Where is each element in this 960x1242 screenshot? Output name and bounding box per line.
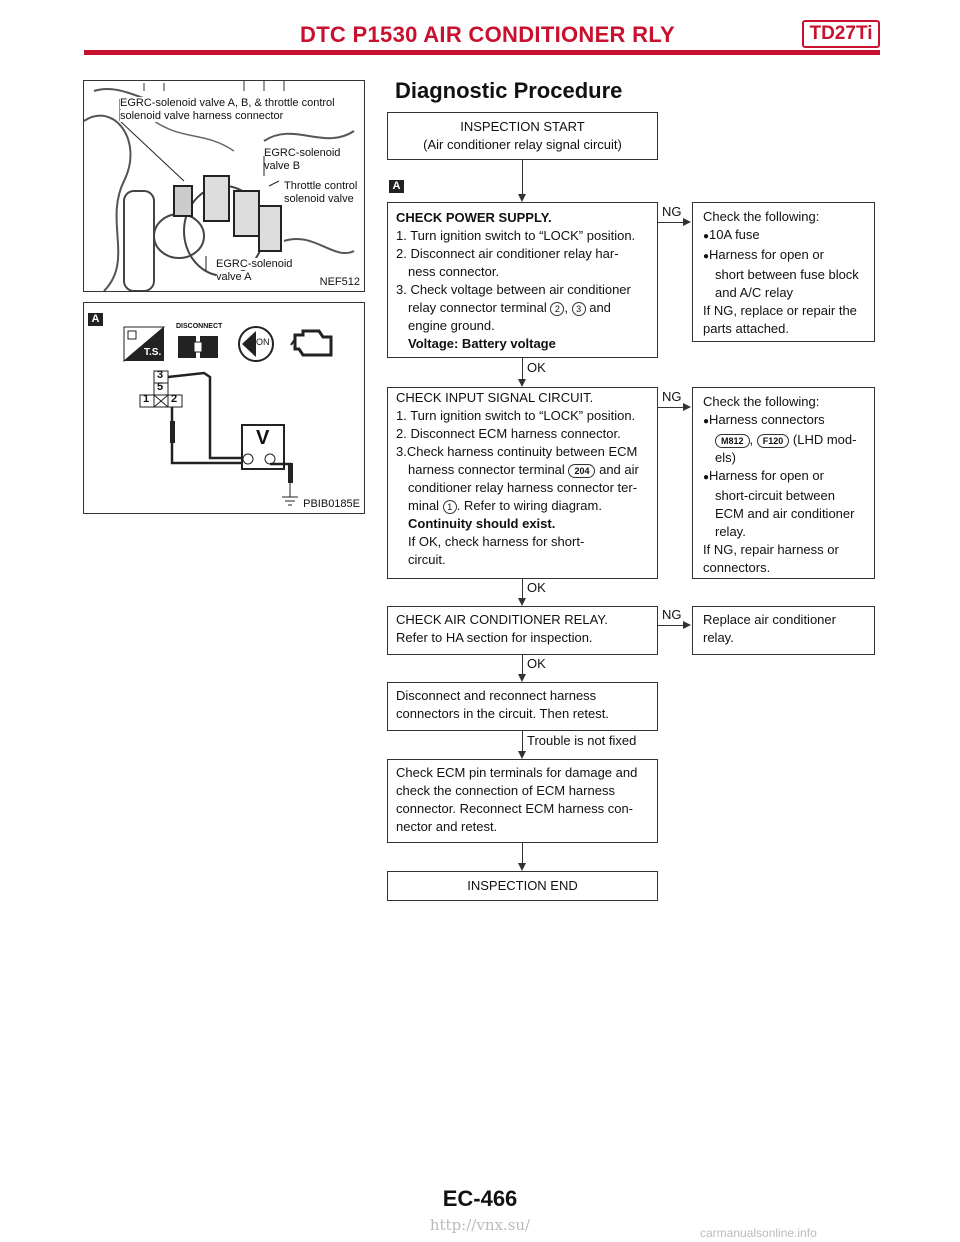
procedure-badge: A [389,180,404,193]
result2-line: (LHD mod- [792,432,857,447]
arrow-right-icon [683,621,691,629]
step1-line: relay connector terminal [408,300,547,315]
connector-line [658,222,683,223]
step2-line: 3.Check harness continuity between ECM [396,444,638,459]
terminal-2: 2 [171,393,178,405]
step2-line: . Refer to wiring diagram. [456,498,602,513]
step2-line: minal [408,498,440,513]
start-line-2: (Air conditioner relay signal circuit) [423,137,622,152]
arrow-right-icon [683,218,691,226]
check-power-supply-box: CHECK POWER SUPPLY. 1. Turn ignition switch to “LOCK” position. 2. Disconnect air conditioner relay har- ness connector. 3. Check voltage between air conditioner relay connector terminal 2 , 3 and engine ground. Voltage: Battery voltage [387,202,658,358]
ok-label: OK [527,656,546,671]
step3-title: CHECK AIR CONDITIONER RELAY. [396,612,608,627]
terminal-pin-icon: 3 [572,302,586,316]
ok-label: OK [527,580,546,595]
arrow-down-icon [518,194,526,202]
result2-line: els) [715,450,736,465]
ecm-terminal-icon: 204 [568,464,595,478]
voltage-check-figure [83,302,365,514]
result2-line: Check the following: [703,394,820,409]
disconnect-icon-label: DISCONNECT [176,323,223,330]
valve-a-label: EGRC-solenoid [216,258,293,270]
throttle-label: Throttle control [284,180,358,192]
harness-connector-icon: M812 [715,434,750,448]
ts-icon-label: T.S. [144,347,162,358]
connector-line [522,843,523,863]
step4-line: Disconnect and reconnect harness [396,688,597,703]
replace-relay-box [692,606,875,655]
terminal-5: 5 [157,381,164,393]
check-relay-box [387,606,658,655]
bullet-icon: ● [703,472,710,483]
connector-label: EGRC-solenoid valve A, B, & throttle control [120,97,335,109]
harness-connector-icon: F120 [757,434,790,448]
ng-label: NG [662,389,682,404]
disconnect-icon [176,323,222,367]
result3-line: relay. [703,630,734,645]
step1-line: 1. Turn ignition switch to “LOCK” position. [396,228,636,243]
step2-line: 2. Disconnect ECM harness connector. [396,426,621,441]
terminal-pin-icon: 1 [443,500,457,514]
step1-spec: Voltage: Battery voltage [408,336,556,351]
valve-b-label-2: valve B [264,160,301,172]
terminal-pin-icon: 2 [550,302,564,316]
ok-label: OK [527,360,546,375]
connector-line [658,407,683,408]
step1-line: 2. Disconnect air conditioner relay har- [396,246,619,261]
result1-line: and A/C relay [715,285,794,300]
page-section-title: DTC P1530 AIR CONDITIONER RLY [300,22,676,47]
valve-b-label: EGRC-solenoid [264,147,341,159]
source-link[interactable]: http://vnx.su/ [429,1216,531,1234]
arrow-down-icon [518,598,526,606]
result2-line: Harness connectors [709,412,825,427]
figure-code: PBIB0185E [303,498,360,510]
end-label: INSPECTION END [467,878,578,893]
result1-line: parts attached. [703,321,789,336]
ignition-on-icon [236,325,276,368]
connector-line [522,358,523,379]
figure-code: NEF512 [319,276,360,288]
result2-line: short-circuit between [715,488,835,503]
result3-line: Replace air conditioner [703,612,836,627]
step1-line: and [589,300,611,315]
input-signal-ng-box: Check the following: ●Harness connectors M812 , F120 (LHD mod- els) ●Harness for open or short-circuit between ECM and air conditioner relay. If NG, repair harness or connectors. [692,387,875,579]
step2-line: conditioner relay harness connector ter- [408,480,638,495]
step1-line: ness connector. [408,264,500,279]
watermark: carmanualsonline.info [700,1226,817,1240]
result1-line: If NG, replace or repair the [703,303,857,318]
power-supply-ng-box [692,202,875,342]
result1-line: 10A fuse [709,227,760,242]
check-input-signal-box [387,387,658,579]
valve-a-label-2: valve A [216,271,252,283]
result2-line: connectors. [703,560,771,575]
header-rule [84,50,880,55]
engine-model-badge: TD27Ti [802,20,880,48]
step1-line: 3. Check voltage between air conditioner [396,282,631,297]
arrow-down-icon [518,863,526,871]
step2-line: If OK, check harness for short- [408,534,585,549]
ts-icon [122,325,166,368]
bullet-icon: ● [703,251,710,262]
result2-line: Harness for open or [709,468,824,483]
result1-line: Harness for open or [709,247,824,262]
connector-line [522,655,523,674]
connector-label-2: solenoid valve harness connector [120,110,284,122]
step1-line: engine ground. [408,318,495,333]
connector-line [522,160,523,194]
harness-connector-figure [83,80,365,292]
bullet-icon: ● [703,416,710,427]
bullet-icon: ● [703,231,710,242]
terminal-1: 1 [143,393,150,405]
step1-title: CHECK POWER SUPPLY. [396,210,552,225]
ng-label: NG [662,204,682,219]
step5-line: Check ECM pin terminals for damage and [396,765,638,780]
step5-line: connector. Reconnect ECM harness con- [396,801,634,816]
inspection-end-box [387,871,658,901]
result2-line: If NG, repair harness or [703,542,839,557]
step5-line: check the connection of ECM harness [396,783,615,798]
result1-line: Check the following: [703,209,820,224]
connector-line [658,625,683,626]
arrow-right-icon [683,403,691,411]
step4-line: connectors in the circuit. Then retest. [396,706,609,721]
ignition-on-label: ON [256,337,270,347]
arrow-down-icon [518,379,526,387]
step3-line: Refer to HA section for inspection. [396,630,593,645]
reconnect-harness-box [387,682,658,731]
engine-warning-icon [289,325,337,368]
figure-badge: A [88,313,103,326]
step5-line: nector and retest. [396,819,498,834]
throttle-label-2: solenoid valve [284,193,354,205]
start-line-1: INSPECTION START [460,119,585,134]
trouble-not-fixed-label: Trouble is not fixed [527,733,637,748]
arrow-down-icon [518,751,526,759]
connector-line [522,579,523,598]
step2-line: harness connector terminal [408,462,565,477]
step2-spec: Continuity should exist. [408,516,556,531]
connector-line [522,731,523,751]
terminal-3: 3 [157,369,164,381]
ng-label: NG [662,607,682,622]
arrow-down-icon [518,674,526,682]
result2-line: relay. [715,524,746,539]
step2-title: CHECK INPUT SIGNAL CIRCUIT. [396,390,594,405]
voltmeter-label: V [256,427,270,449]
step2-line: 1. Turn ignition switch to “LOCK” position. [396,408,636,423]
inspection-start-box [387,112,658,160]
page-number: EC-466 [442,1186,518,1211]
check-ecm-pins-box [387,759,658,843]
step2-line: circuit. [408,552,446,567]
procedure-heading: Diagnostic Procedure [395,78,623,103]
step2-line: and air [599,462,639,477]
result1-line: short between fuse block [715,267,859,282]
result2-line: ECM and air conditioner [715,506,855,521]
